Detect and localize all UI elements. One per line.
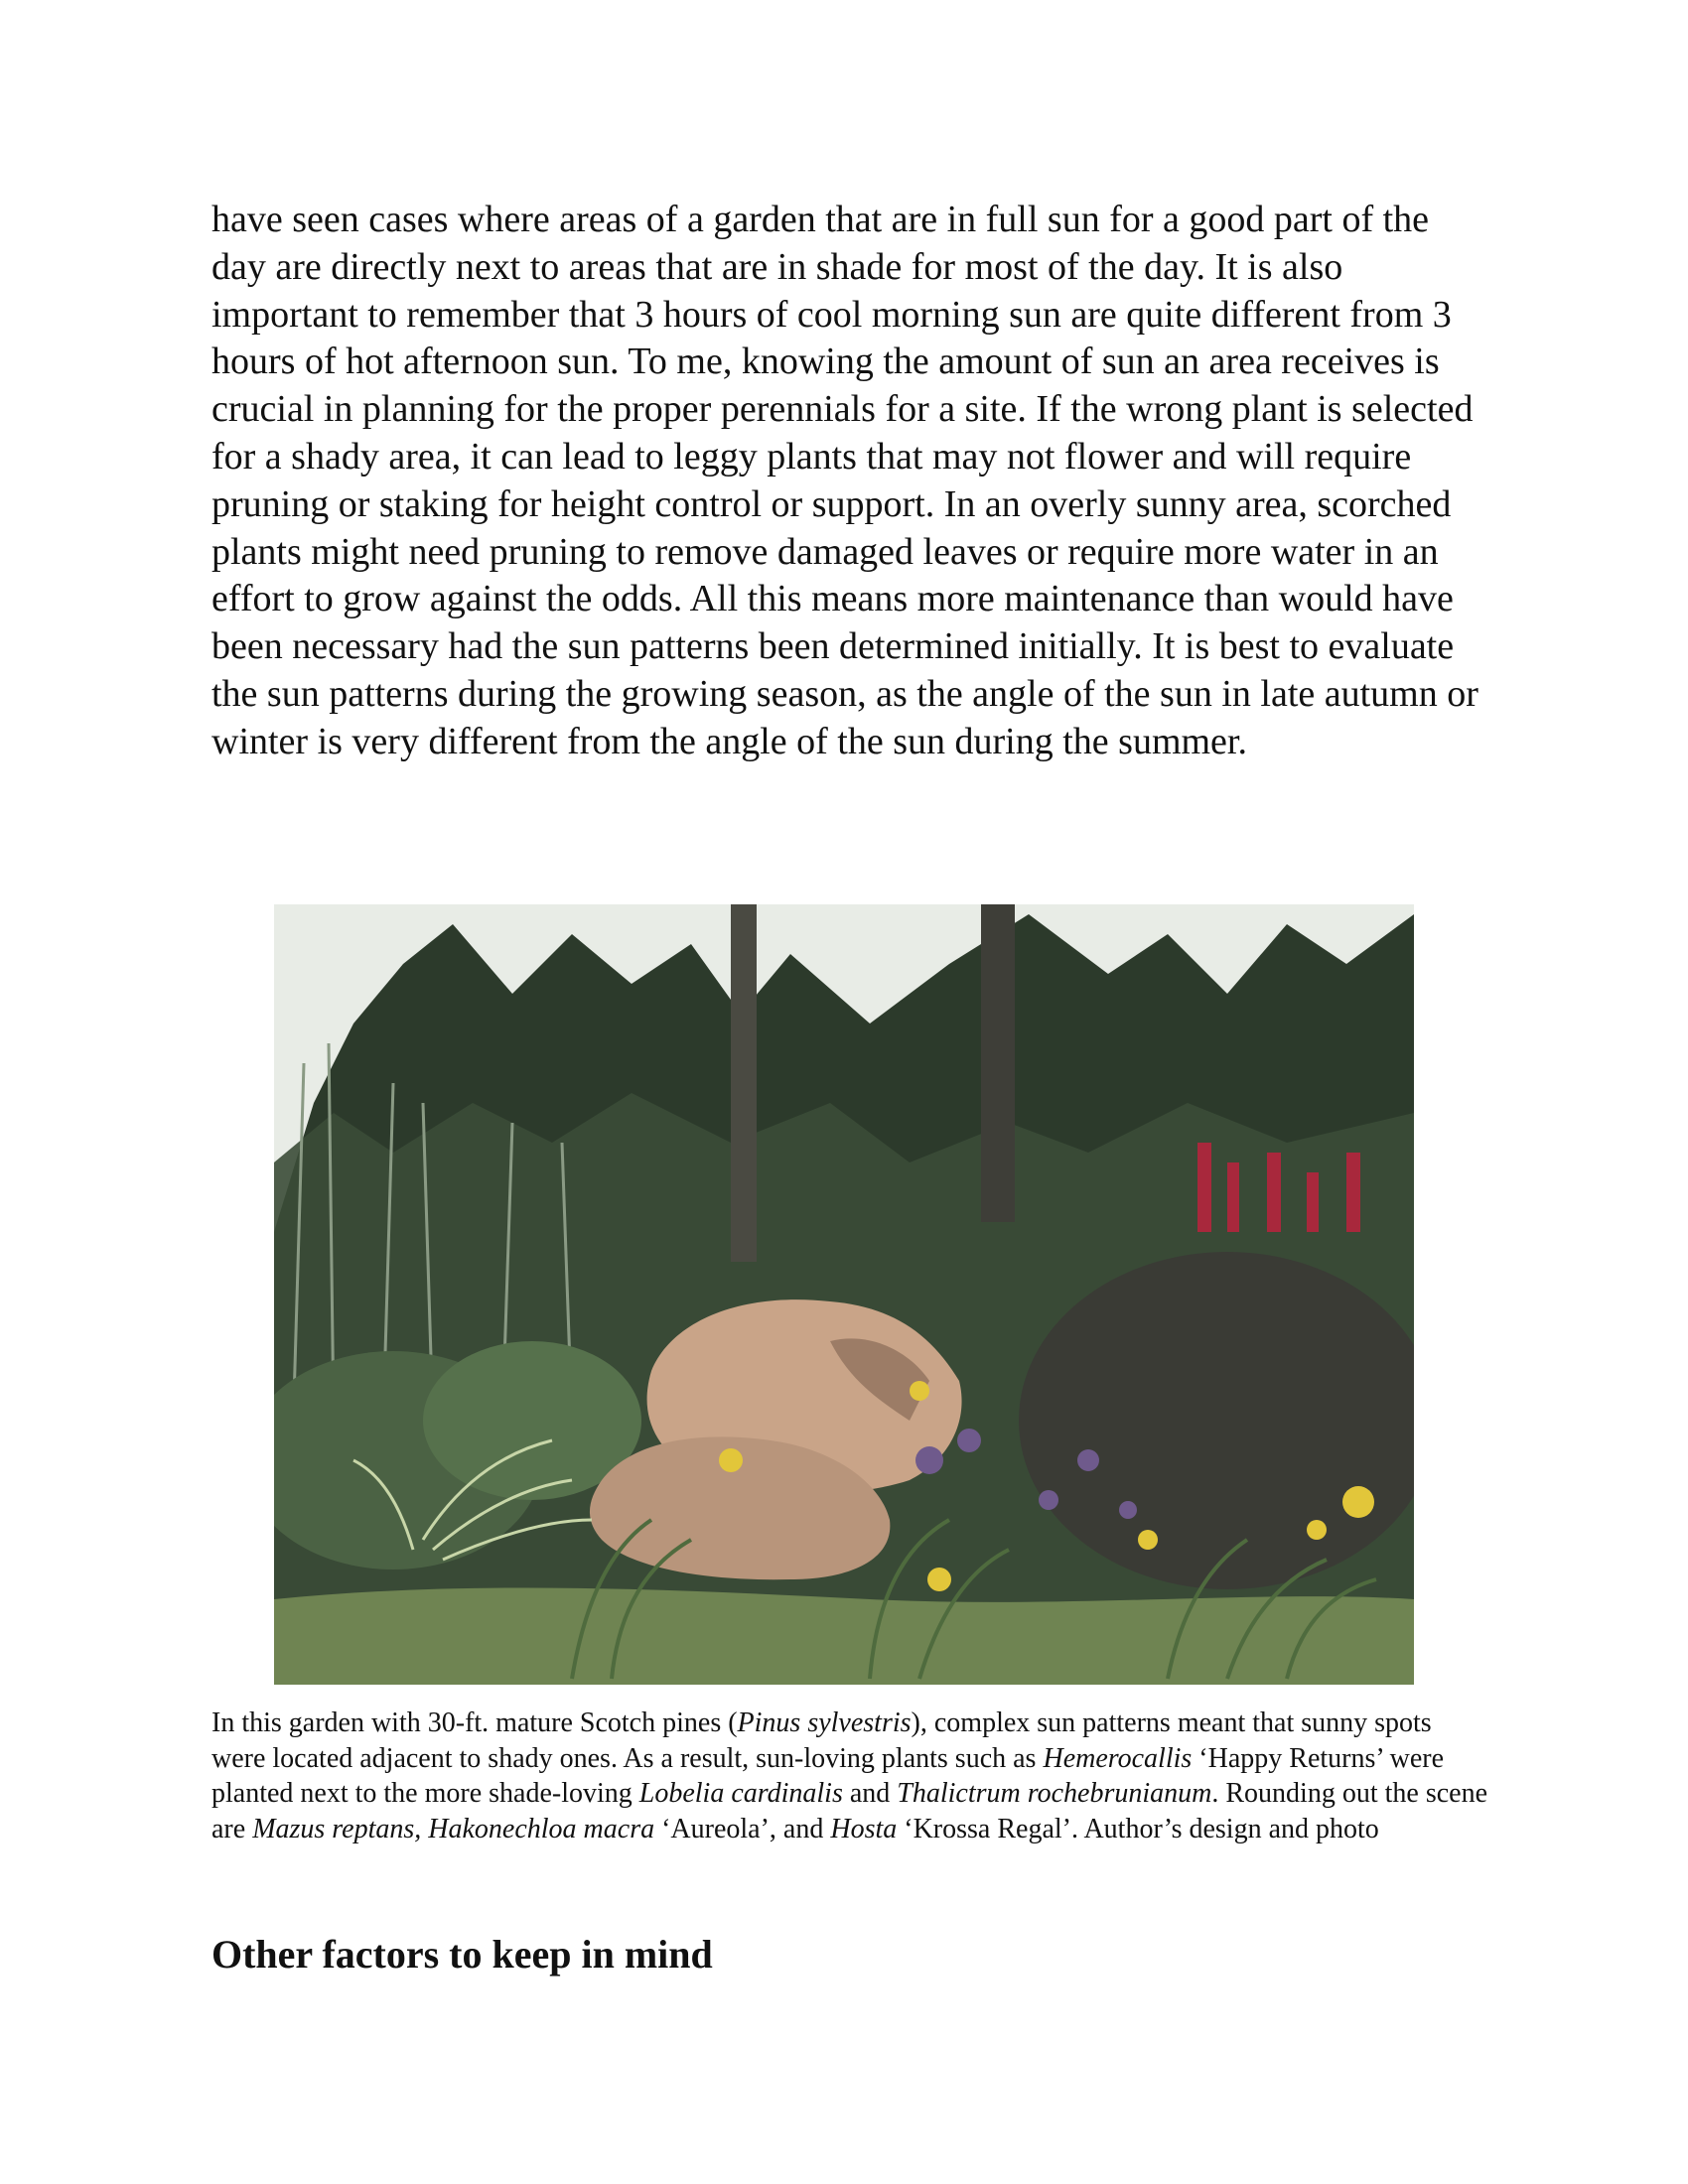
caption-italic: Mazus reptans, Hakonechloa macra: [252, 1813, 655, 1844]
photo-trunk-right: [981, 904, 1015, 1222]
photo-lawn: [274, 1587, 1414, 1685]
caption-text: ), complex sun patterns meant that sunny spots were located adjacent to shady ones. As a result, sun-loving plants such as: [211, 1707, 1432, 1774]
figure-caption: [211, 1706, 1492, 1846]
caption-text: ‘Aureola’, and: [654, 1813, 831, 1844]
caption-italic: Hosta: [830, 1813, 898, 1844]
caption-text: ‘Krossa Regal’. Author’s design and photo: [897, 1813, 1379, 1844]
garden-photo: [274, 904, 1414, 1685]
caption-italic: Pinus sylvestris: [737, 1707, 912, 1738]
caption-text: In this garden with 30-ft. mature Scotch pines (: [211, 1707, 738, 1738]
garden-photo-illustration: [274, 904, 1414, 1685]
caption-text: and: [842, 1778, 898, 1809]
photo-trunk-left: [731, 904, 757, 1262]
caption-italic: Thalictrum rochebrunianum: [897, 1778, 1212, 1809]
caption-text: . Rounding out the scene are: [211, 1778, 1487, 1844]
caption-italic: Hemerocallis: [1043, 1742, 1193, 1774]
body-paragraph: have seen cases where areas of a garden that are in full sun for a good part of the day are directly next to areas that are in shade for most of the day. It is also important to remember that 3 hours of cool morning sun are quite different from 3 hours of hot afternoon sun. To me, knowing the amount of sun an area receives is crucial in planning for the proper perennials for a site. If the wrong plant is selected for a shady area, it can lead to leggy plants that may not flower and will require pruning or staking for height control or support. In an overly sunny area, scorched plants might need pruning to remove damaged leaves or require more water in an effort to grow against the odds. All this means more maintenance than would have been necessary had the sun patterns been determined initially. It is best to evaluate the sun patterns during the growing season, as the angle of the sun in late autumn or winter is very different from the angle of the sun during the summer.: [211, 199, 1478, 762]
section-heading: Other factors to keep in mind: [211, 1932, 713, 1977]
caption-italic: Lobelia cardinalis: [638, 1778, 843, 1809]
caption-text: ‘Happy Returns’ were planted next to the more shade-loving: [211, 1742, 1445, 1809]
